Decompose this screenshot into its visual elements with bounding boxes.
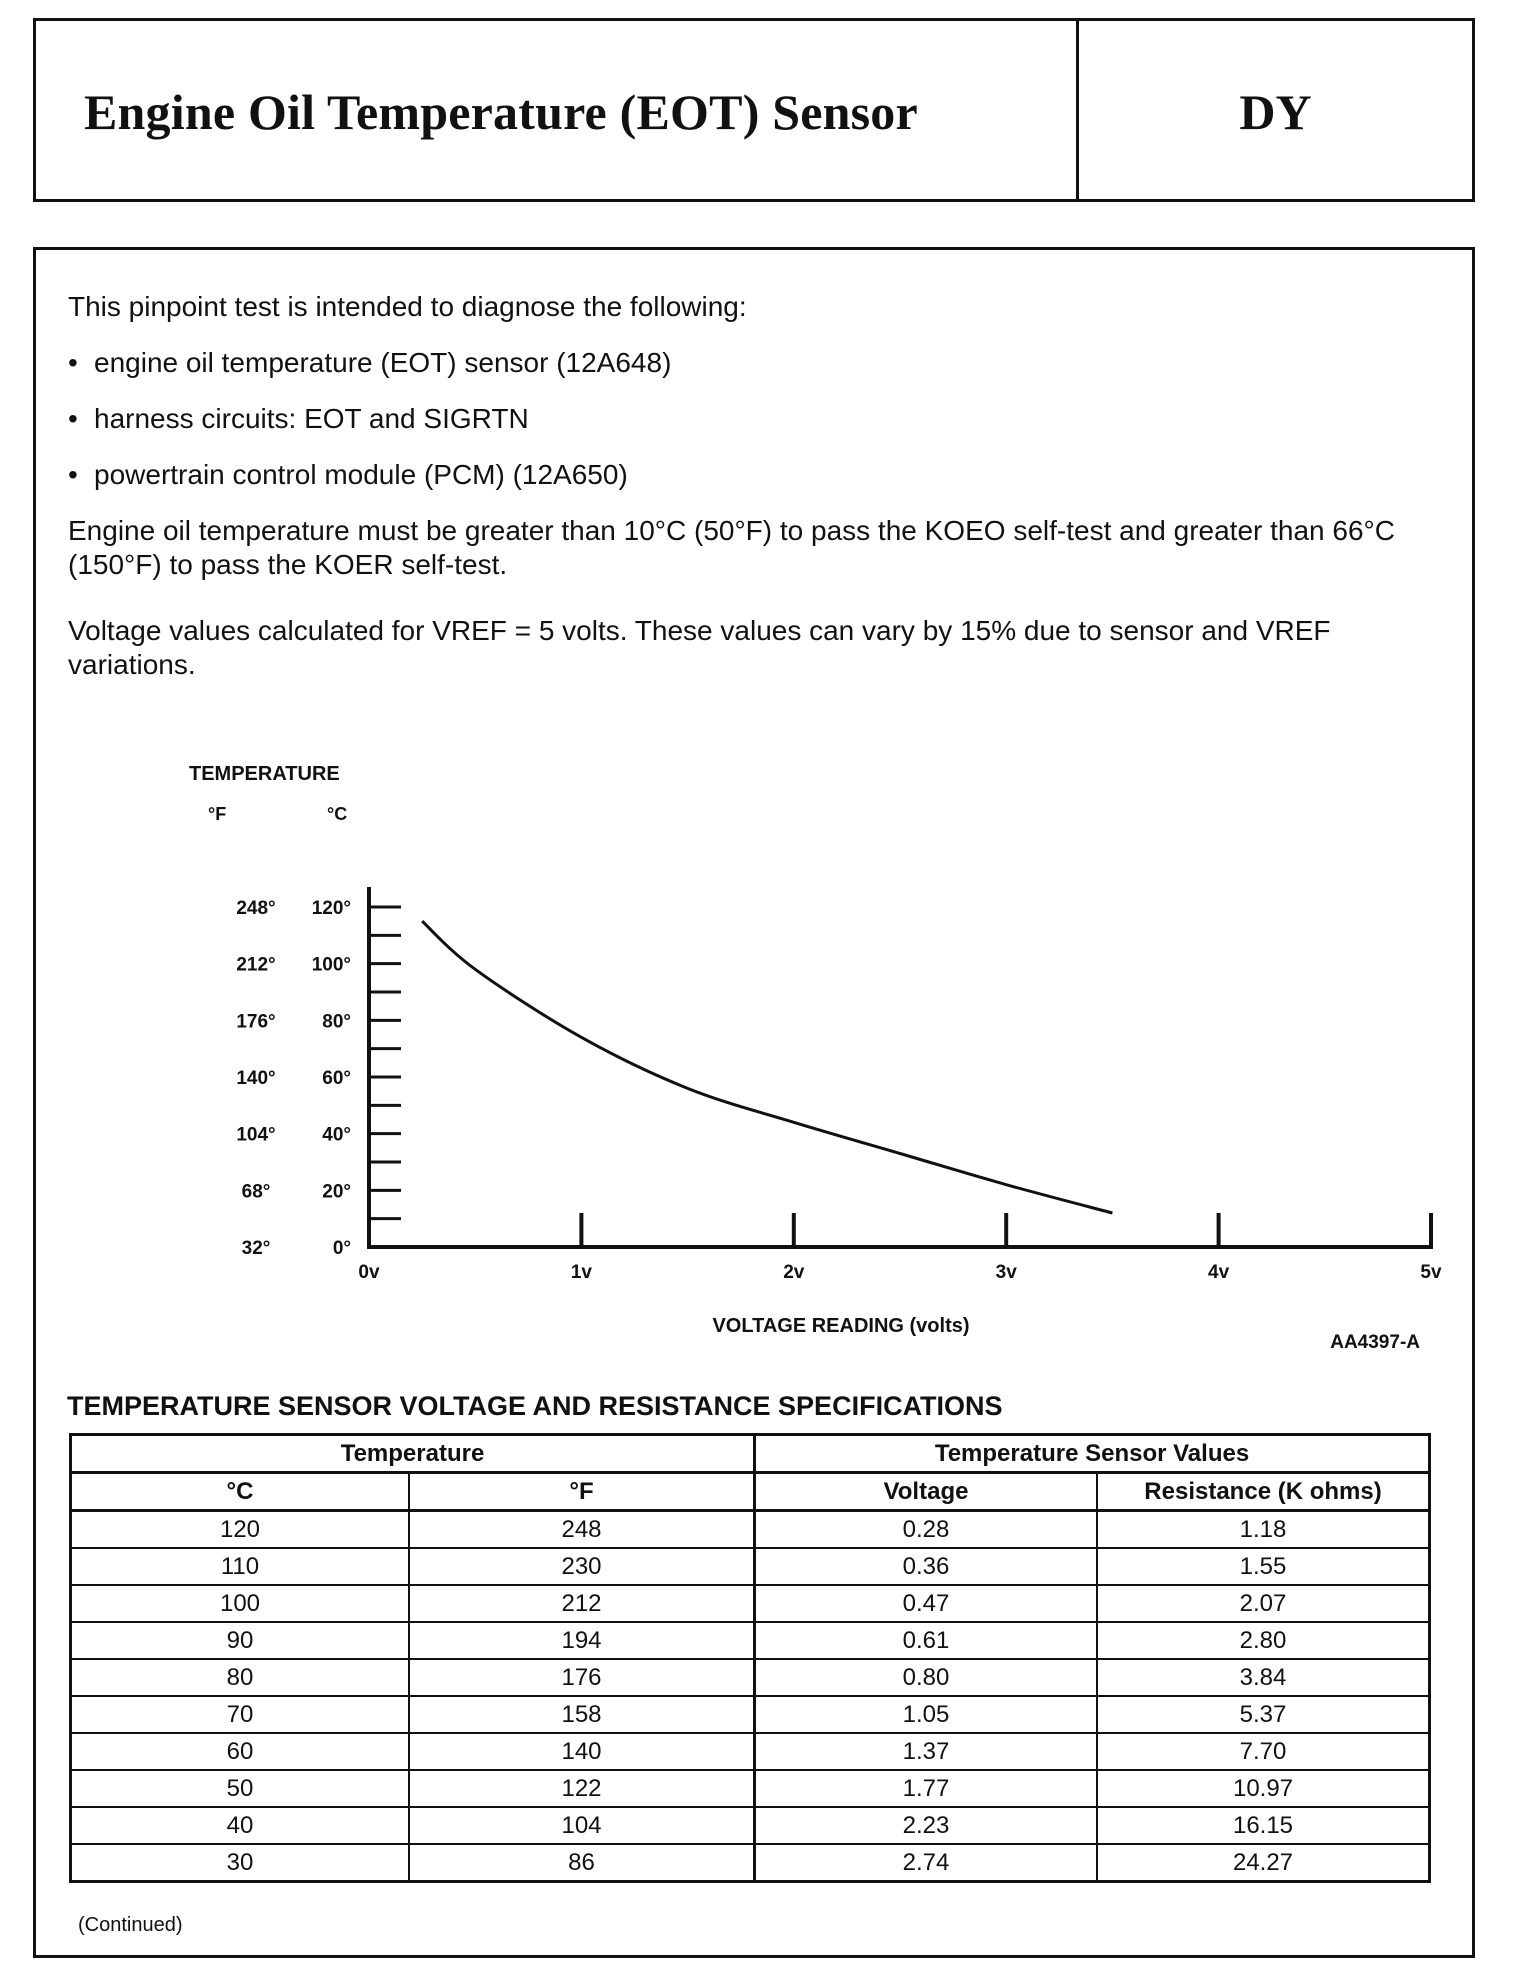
temperature-voltage-chart xyxy=(36,250,1472,1350)
page-header xyxy=(33,18,1475,202)
figure-id: AA4397-A xyxy=(1330,1332,1420,1350)
cell-voltage: 0.61 xyxy=(755,1622,1098,1659)
cell-fahrenheit: 140 xyxy=(409,1733,755,1770)
y-tick-label-f: 212° xyxy=(236,954,276,976)
cell-celsius: 70 xyxy=(71,1696,410,1733)
y-tick-label-c: 100° xyxy=(311,954,351,976)
cell-fahrenheit: 248 xyxy=(409,1511,755,1549)
y-tick-label-c: 20° xyxy=(322,1181,351,1203)
continued-note: (Continued) xyxy=(78,1914,183,1936)
y-tick-label-f: 176° xyxy=(236,1011,276,1033)
cell-resistance: 5.37 xyxy=(1097,1696,1430,1733)
cell-voltage: 0.47 xyxy=(755,1585,1098,1622)
cell-voltage: 0.36 xyxy=(755,1548,1098,1585)
cell-voltage: 0.28 xyxy=(755,1511,1098,1549)
cell-voltage: 0.80 xyxy=(755,1659,1098,1696)
list-item: • powertrain control module (PCM) (12A650) xyxy=(68,458,1438,492)
x-axis-ticks xyxy=(581,1213,1431,1247)
y-tick-label-c: 0° xyxy=(332,1238,351,1259)
cell-resistance: 16.15 xyxy=(1097,1807,1430,1844)
y-axis-ticks xyxy=(369,907,401,1219)
x-tick-label: 3v xyxy=(995,1262,1017,1283)
y-tick-label-f: 32° xyxy=(241,1238,271,1259)
cell-resistance: 2.80 xyxy=(1097,1622,1430,1659)
list-item: • engine oil temperature (EOT) sensor (12A648) xyxy=(68,346,1438,380)
table-row xyxy=(71,1622,1430,1659)
cell-fahrenheit: 212 xyxy=(409,1585,755,1622)
series-line xyxy=(422,921,1112,1213)
cell-celsius: 80 xyxy=(71,1659,410,1696)
table-row xyxy=(71,1770,1430,1807)
cell-resistance: 7.70 xyxy=(1097,1733,1430,1770)
cell-resistance: 10.97 xyxy=(1097,1770,1430,1807)
x-tick-label: 1v xyxy=(570,1262,592,1283)
cell-celsius: 120 xyxy=(71,1511,410,1549)
cell-celsius: 40 xyxy=(71,1807,410,1844)
column-header-celsius: °C xyxy=(71,1473,410,1511)
spec-table xyxy=(69,1433,1431,1883)
column-header-voltage: Voltage xyxy=(755,1473,1098,1511)
cell-fahrenheit: 230 xyxy=(409,1548,755,1585)
cell-celsius: 30 xyxy=(71,1844,410,1882)
y-tick-label-f: 140° xyxy=(236,1068,276,1089)
y-tick-label-c: 40° xyxy=(322,1124,351,1146)
y-tick-label-f: 248° xyxy=(236,898,276,919)
cell-fahrenheit: 194 xyxy=(409,1622,755,1659)
group-header-sensor-values: Temperature Sensor Values xyxy=(755,1435,1430,1473)
cell-fahrenheit: 122 xyxy=(409,1770,755,1807)
chart-title: TEMPERATURE xyxy=(189,763,340,785)
table-row xyxy=(71,1511,1430,1549)
cell-voltage: 1.77 xyxy=(755,1770,1098,1807)
intro-lead: This pinpoint test is intended to diagnose the following: xyxy=(68,291,747,322)
y-tick-label-f: 104° xyxy=(236,1124,276,1146)
test-code: DY xyxy=(1239,84,1312,140)
cell-fahrenheit: 104 xyxy=(409,1807,755,1844)
table-title: TEMPERATURE SENSOR VOLTAGE AND RESISTANCE SPECIFICATIONS xyxy=(67,1391,1003,1421)
cell-celsius: 50 xyxy=(71,1770,410,1807)
table-row xyxy=(71,1585,1430,1622)
cell-resistance: 24.27 xyxy=(1097,1844,1430,1882)
y-tick-label-c: 60° xyxy=(322,1068,351,1089)
cell-voltage: 2.74 xyxy=(755,1844,1098,1882)
column-header-fahrenheit: °F xyxy=(409,1473,755,1511)
table-header-row xyxy=(71,1473,1430,1511)
x-tick-label: 0v xyxy=(358,1262,380,1283)
cell-celsius: 60 xyxy=(71,1733,410,1770)
cell-celsius: 110 xyxy=(71,1548,410,1585)
cell-fahrenheit: 86 xyxy=(409,1844,755,1882)
vref-paragraph: Voltage values calculated for VREF = 5 volts. These values can vary by 15% due to sensor and VREF variations. xyxy=(68,615,1331,680)
cell-voltage: 2.23 xyxy=(755,1807,1098,1844)
unit-c-label: °C xyxy=(327,804,348,824)
table-row xyxy=(71,1548,1430,1585)
cell-resistance: 2.07 xyxy=(1097,1585,1430,1622)
y-tick-label-c: 80° xyxy=(322,1011,351,1033)
x-tick-label: 4v xyxy=(1208,1262,1230,1283)
table-group-header-row xyxy=(71,1435,1430,1473)
list-item: • harness circuits: EOT and SIGRTN xyxy=(68,402,1438,436)
cell-fahrenheit: 158 xyxy=(409,1696,755,1733)
column-header-resistance: Resistance (K ohms) xyxy=(1097,1473,1430,1511)
x-axis-title: VOLTAGE READING (volts) xyxy=(712,1315,970,1337)
table-row xyxy=(71,1733,1430,1770)
cell-celsius: 100 xyxy=(71,1585,410,1622)
page-title: Engine Oil Temperature (EOT) Sensor xyxy=(84,84,918,140)
cell-celsius: 90 xyxy=(71,1622,410,1659)
y-tick-label-f: 68° xyxy=(241,1181,271,1203)
koeo-koer-paragraph: Engine oil temperature must be greater than 10°C (50°F) to pass the KOEO self-test and greater than 66°C (150°F) to pass the KOER self-test. xyxy=(68,515,1395,580)
y-tick-label-c: 120° xyxy=(311,898,351,919)
cell-resistance: 1.55 xyxy=(1097,1548,1430,1585)
y-axis-c-labels xyxy=(312,898,351,1259)
y-axis-f-labels xyxy=(236,898,275,1259)
cell-resistance: 3.84 xyxy=(1097,1659,1430,1696)
x-axis-labels xyxy=(358,1262,1442,1283)
cell-resistance: 1.18 xyxy=(1097,1511,1430,1549)
table-row xyxy=(71,1844,1430,1882)
unit-f-label: °F xyxy=(208,804,227,824)
cell-fahrenheit: 176 xyxy=(409,1659,755,1696)
table-row xyxy=(71,1696,1430,1733)
x-tick-label: 5v xyxy=(1420,1262,1442,1283)
table-row xyxy=(71,1807,1430,1844)
group-header-temperature: Temperature xyxy=(71,1435,755,1473)
cell-voltage: 1.37 xyxy=(755,1733,1098,1770)
table-row xyxy=(71,1659,1430,1696)
content-panel xyxy=(33,247,1475,1958)
x-tick-label: 2v xyxy=(783,1262,805,1283)
cell-voltage: 1.05 xyxy=(755,1696,1098,1733)
